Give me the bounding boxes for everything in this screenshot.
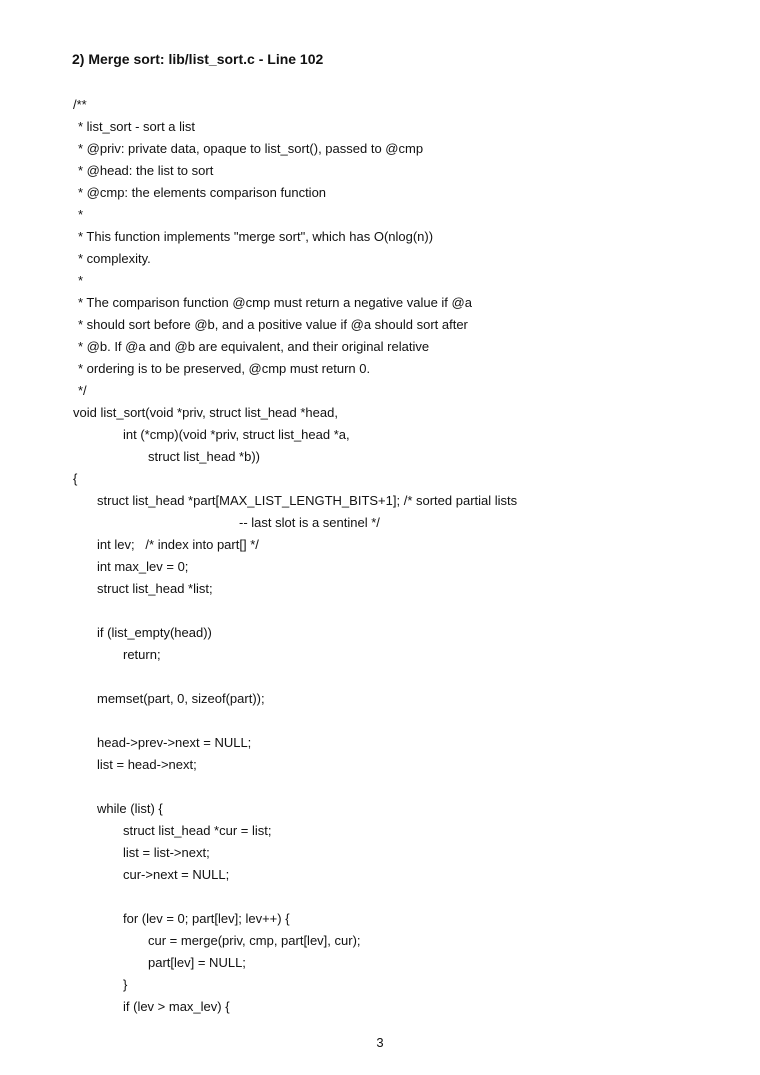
code-line: * @b. If @a and @b are equivalent, and their original relative (78, 339, 430, 354)
code-line: * list_sort - sort a list (78, 119, 196, 134)
code-line: * The comparison function @cmp must return a negative value if @a (78, 295, 472, 310)
code-line: { (73, 471, 78, 486)
code-line: * @head: the list to sort (78, 163, 214, 178)
section-heading: 2) Merge sort: lib/list_sort.c - Line 102 (72, 51, 324, 67)
code-line: * (78, 273, 84, 288)
code-line: * complexity. (78, 251, 151, 266)
code-line: struct list_head *cur = list; (123, 823, 272, 838)
code-line: part[lev] = NULL; (148, 955, 246, 970)
code-line: list = head->next; (97, 757, 197, 772)
code-line: * @cmp: the elements comparison function (78, 185, 327, 200)
code-line: if (lev > max_lev) { (123, 999, 230, 1014)
code-line: memset(part, 0, sizeof(part)); (97, 691, 265, 706)
code-line (73, 710, 713, 732)
code-line: * should sort before @b, and a positive value if @a should sort after (78, 317, 468, 332)
code-line: int lev; /* index into part[] */ (97, 537, 259, 552)
code-line: /** (73, 97, 87, 112)
code-line: void list_sort(void *priv, struct list_head *head, (73, 405, 338, 420)
code-line: for (lev = 0; part[lev]; lev++) { (123, 911, 290, 926)
code-line: int (*cmp)(void *priv, struct list_head *a, (123, 427, 350, 442)
page-number: 3 (376, 1035, 384, 1050)
code-line: int max_lev = 0; (97, 559, 189, 574)
code-line: * (78, 207, 84, 222)
code-line: * @priv: private data, opaque to list_sort(), passed to @cmp (78, 141, 424, 156)
code-block (73, 94, 713, 1018)
code-line: head->prev->next = NULL; (97, 735, 252, 750)
code-line: struct list_head *b)) (148, 449, 260, 464)
code-line: * ordering is to be preserved, @cmp must return 0. (78, 361, 371, 376)
code-line: cur->next = NULL; (123, 867, 230, 882)
code-line (73, 666, 713, 688)
code-line: if (list_empty(head)) (97, 625, 212, 640)
code-line: } (123, 977, 128, 992)
code-line: struct list_head *part[MAX_LIST_LENGTH_BITS+1]; /* sorted partial lists (97, 493, 518, 508)
code-line: list = list->next; (123, 845, 210, 860)
code-line (73, 600, 713, 622)
code-line: struct list_head *list; (97, 581, 213, 596)
code-line: return; (123, 647, 161, 662)
code-line: */ (78, 383, 87, 398)
code-line: while (list) { (97, 801, 163, 816)
code-line: * This function implements "merge sort", which has O(nlog(n)) (78, 229, 434, 244)
code-line: cur = merge(priv, cmp, part[lev], cur); (148, 933, 361, 948)
code-line: -- last slot is a sentinel */ (239, 515, 380, 530)
code-line (73, 776, 713, 798)
code-line (73, 886, 713, 908)
